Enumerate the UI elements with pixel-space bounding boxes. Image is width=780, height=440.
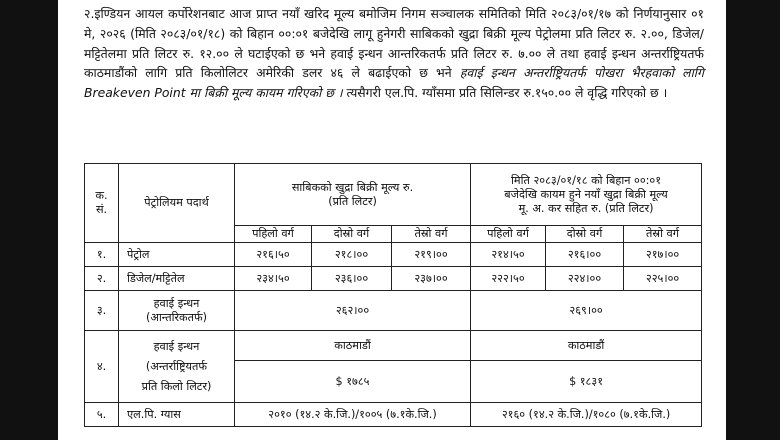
row-sn: ४. (85, 331, 119, 403)
table-row (85, 331, 702, 361)
header-old-price: साबिकको खुद्रा बिक्री मूल्य रु. (प्रति लिटर) (235, 164, 471, 226)
grade-header: दोस्रो वर्ग (546, 226, 624, 243)
document-page (58, 0, 726, 440)
price-cell: २२४।०० (546, 267, 624, 291)
grade-header: पहिलो वर्ग (235, 226, 312, 243)
row-product: पेट्रोल (119, 243, 235, 267)
price-cell: २३६।०० (312, 267, 392, 291)
para-line-2: २०८३/०१/१७ को निर्णयानुसार ०१ मे, २०२६ (मिति २०८३/०१/१८) को बिहान ००:०१ बजेदेखि लागू (84, 6, 705, 41)
price-cell: २३४।५० (235, 267, 312, 291)
row-sn: ३. (85, 291, 119, 331)
price-cell: $ १८३१ (471, 361, 702, 403)
price-table (84, 163, 702, 427)
table-row (85, 291, 702, 331)
table-row (85, 403, 702, 427)
para-line-4: ले घटाईएको छ भने हवाई इन्धन आन्तरिकतर्फ प्रति लिटर रु. ७.०० ले तथा हवाई इन्धन अन्तर्राष्ट्रियतर्फ (234, 45, 704, 61)
notice-paragraph (84, 4, 704, 103)
para-line-6: त्यसैगरी एल.पि. ग्याँसमा प्रति सिलिन्डर (346, 85, 520, 101)
para-line-7: रु.१५०.०० ले वृद्धि गरिएको छ । (523, 85, 668, 101)
price-cell: २१४।५० (471, 243, 546, 267)
table-row (85, 267, 702, 291)
grade-header: तेस्रो वर्ग (624, 226, 702, 243)
price-cell: २१६।०० (546, 243, 624, 267)
price-cell: $ १७८५ (235, 361, 471, 403)
header-new-price: मिति २०८३/०१/१८ को बिहान ००:०१ बजेदेखि कायम हुने नयाँ खुद्रा बिक्री मूल्य मू. अ. कर सहित रु. (प्रति लिटर) (471, 164, 702, 226)
price-cell: २१८।०० (312, 243, 392, 267)
row-product: डिजेल/मट्टितेल (119, 267, 235, 291)
row-sn: १. (85, 243, 119, 267)
price-cell: २६२।०० (235, 291, 471, 331)
price-cell: २१६० (१४.२ के.जि.)/१०८० (७.१के.जि.) (471, 403, 702, 427)
para-line-5-italic: हवाई इन्धन अन्तर्राष्ट्रियतर्फ पोखरा (459, 65, 623, 81)
row-sn: २. (85, 267, 119, 291)
price-cell: २२२।५० (471, 267, 546, 291)
para-line-1: २.इण्डियन आयल कर्पोरेशनबाट आज प्राप्त नयाँ खरिद मूल्य बमोजिम निगम सञ्चालक समितिको मिति (84, 6, 547, 21)
grade-header: दोस्रो वर्ग (312, 226, 392, 243)
city-label: काठमाडौं (235, 331, 471, 361)
row-product: हवाई इन्धन (अन्तर्राष्ट्रियतर्फ प्रति किलो लिटर) (119, 331, 235, 403)
grade-header: पहिलो वर्ग (471, 226, 546, 243)
price-cell: २१६।५० (235, 243, 312, 267)
price-cell: २२५।०० (624, 267, 702, 291)
price-cell: २०१० (१४.२ के.जि.)/१००५ (७.१के.जि.) (235, 403, 471, 427)
table-row (85, 243, 702, 267)
city-label: काठमाडौं (471, 331, 702, 361)
price-cell: २६९।०० (471, 291, 702, 331)
header-product: पेट्रोलियम पदार्थ (119, 164, 235, 243)
price-cell: २३७।०० (392, 267, 471, 291)
row-sn: ५. (85, 403, 119, 427)
row-product: हवाई इन्धन (आन्तरिकतर्फ) (119, 291, 235, 331)
price-cell: २१७।०० (624, 243, 702, 267)
para-line-3: हुनेगरी साबिकको खुद्रा बिक्री मूल्य पेट्रोलमा प्रति लिटर रु. २.००, डिजेल/मट्टितेलमा प्रति लिटर रु. १२.०० (84, 25, 704, 61)
header-sn: क. सं. (85, 164, 119, 243)
para-line-5: काठमाडौंको लागि प्रति किलोलिटर अमेरिकी डलर ४६ ले बढाईएको छ भने (84, 65, 452, 81)
price-cell: २१९।०० (392, 243, 471, 267)
grade-header: तेस्रो वर्ग (392, 226, 471, 243)
row-product: एल.पि. ग्यास (119, 403, 235, 427)
para-line-6-italic: भैरहवाको लागि Breakeven Point मा बिक्री मूल्य कायम गरिएको छ । (84, 65, 704, 101)
